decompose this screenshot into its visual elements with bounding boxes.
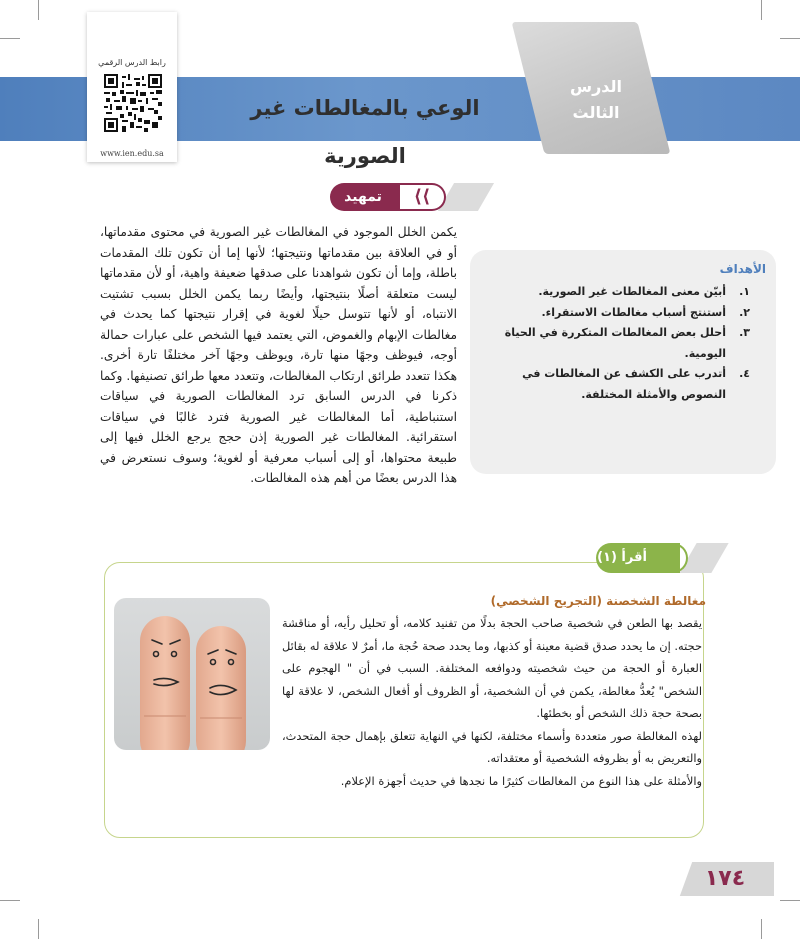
- qr-code-icon[interactable]: [104, 74, 162, 132]
- crop-mark: [780, 900, 800, 901]
- objective-number: ٣.: [739, 326, 750, 339]
- crop-mark: [780, 38, 800, 39]
- objective-text: أتدرب على الكشف عن المغالطات في النصوص والأمثلة المختلفة.: [522, 367, 726, 401]
- page-title: الوعي بالمغالطات غير الصورية: [250, 96, 480, 168]
- crop-mark: [38, 919, 39, 939]
- objectives-list: [480, 282, 750, 405]
- crop-mark: [0, 38, 20, 39]
- reading-paragraph: يقصد بها الطعن في شخصية صاحب الحجة بدلًا من تفنيد كلامه، أو تحليل رأيه، أو مناقشة حجته. إن ما يحدد صدق قضية معينة أو كذبها، وما يحدد صحة حُجة ما، أمرٌ لا علاقة له بقائل العبارة أو الحجة من حيث شخصيته ودوافعه المختلفة. السبب في أن " الهجوم على الشخص" يُعدُّ مغالطة، يكمن في أن الشخصية، أو الظروف أو أفعال الشخص، لا علاقة لها بصحة حجة ذلك الشخص أو بخطئها.: [282, 616, 702, 720]
- objective-text: أحلل بعض المغالطات المتكررة في الحياة اليومية.: [504, 326, 726, 360]
- reading-heading: أقرأ (١): [597, 550, 647, 565]
- finger-puppets-arguing-photo: [114, 598, 270, 750]
- qr-label: رابط الدرس الرقمي: [98, 58, 166, 67]
- double-chevron-icon: ⟨⟨: [400, 183, 446, 211]
- intro-paragraph: يكمن الخلل الموجود في المغالطات غير الصورية في محتوى مقدماتها، أو في العلاقة بين مقدماتها ونتيجتها؛ لأنها إما أن تكون تلك المقدمات باطلة، وإما أن تكون شواهدنا على صدقها ضعيفة واهية، أو لأن مقدماتها ليست متعلقة أصلًا بنتيجتها، وأيضًا ربما يكمن الخلل بسبب تشتيت الانتباه، أو لأنها تتوسل حيلًا لغوية في إقرار نتيجتها كما يحدث في مغالطات الإبهام والغموض، التي يعتمد فيها الشخص على عبارات حمالة أوجه، فيوظف وجهًا منها تارة، ويوظف وجهًا آخر مختلفًا تارة أخرى. هكذا تتعدد طرائق ارتكاب المغالطات، وتتعدد معها طرائق تصنيفها. وكما ذكرنا في الدرس السابق ترد المغالطات الصورية في سياقات استنباطية، أما المغالطات غير الصورية فترد غالبًا في سياقات استقرائية. المغالطات غير الصورية إذن حجج يرجع الخلل فيها إلى طبيعة محتواها، أو إلى أسباب معرفية أو لغوية؛ وسوف نستعرض في هذا الدرس بعضًا من أهم هذه المغالطات.: [100, 225, 457, 485]
- reading-body: [282, 612, 702, 792]
- page-number: ١٧٤: [704, 866, 746, 891]
- objectives-title: الأهداف: [719, 262, 766, 276]
- objective-number: ١.: [739, 285, 750, 298]
- crop-mark: [38, 0, 39, 20]
- reading-subtitle: مغالطة الشخصنة (التجريح الشخصي): [490, 594, 706, 608]
- objective-number: ٢.: [739, 305, 750, 319]
- objective-item: [480, 282, 750, 303]
- objective-text: أستنتج أسباب مغالطات الاستقراء.: [541, 305, 726, 319]
- objective-item: [480, 323, 750, 364]
- objective-item: [480, 364, 750, 405]
- crop-mark: [0, 900, 20, 901]
- intro-heading: تمهيد: [344, 189, 382, 205]
- intro-heading-tail: [438, 183, 494, 211]
- crop-mark: [761, 919, 762, 939]
- qr-url[interactable]: www.ien.edu.sa: [100, 149, 164, 158]
- objective-item: [480, 303, 750, 324]
- crop-mark: [761, 0, 762, 20]
- reading-paragraph: والأمثلة على هذا النوع من المغالطات كثيرًا ما نجدها في حديث أجهزة الإعلام.: [340, 773, 702, 788]
- lesson-label: الدرس الثالث: [569, 77, 623, 122]
- objective-text: أبيّن معنى المغالطات غير الصورية.: [538, 285, 726, 298]
- objective-number: ٤.: [739, 367, 750, 380]
- reading-paragraph: لهذه المغالطة صور متعددة وأسماء مختلفة، لكنها في النهاية تتعلق بإهمال حجة المتحدث، والتعريض به أو بظروفه الشخصية أو معتقداته.: [282, 728, 702, 765]
